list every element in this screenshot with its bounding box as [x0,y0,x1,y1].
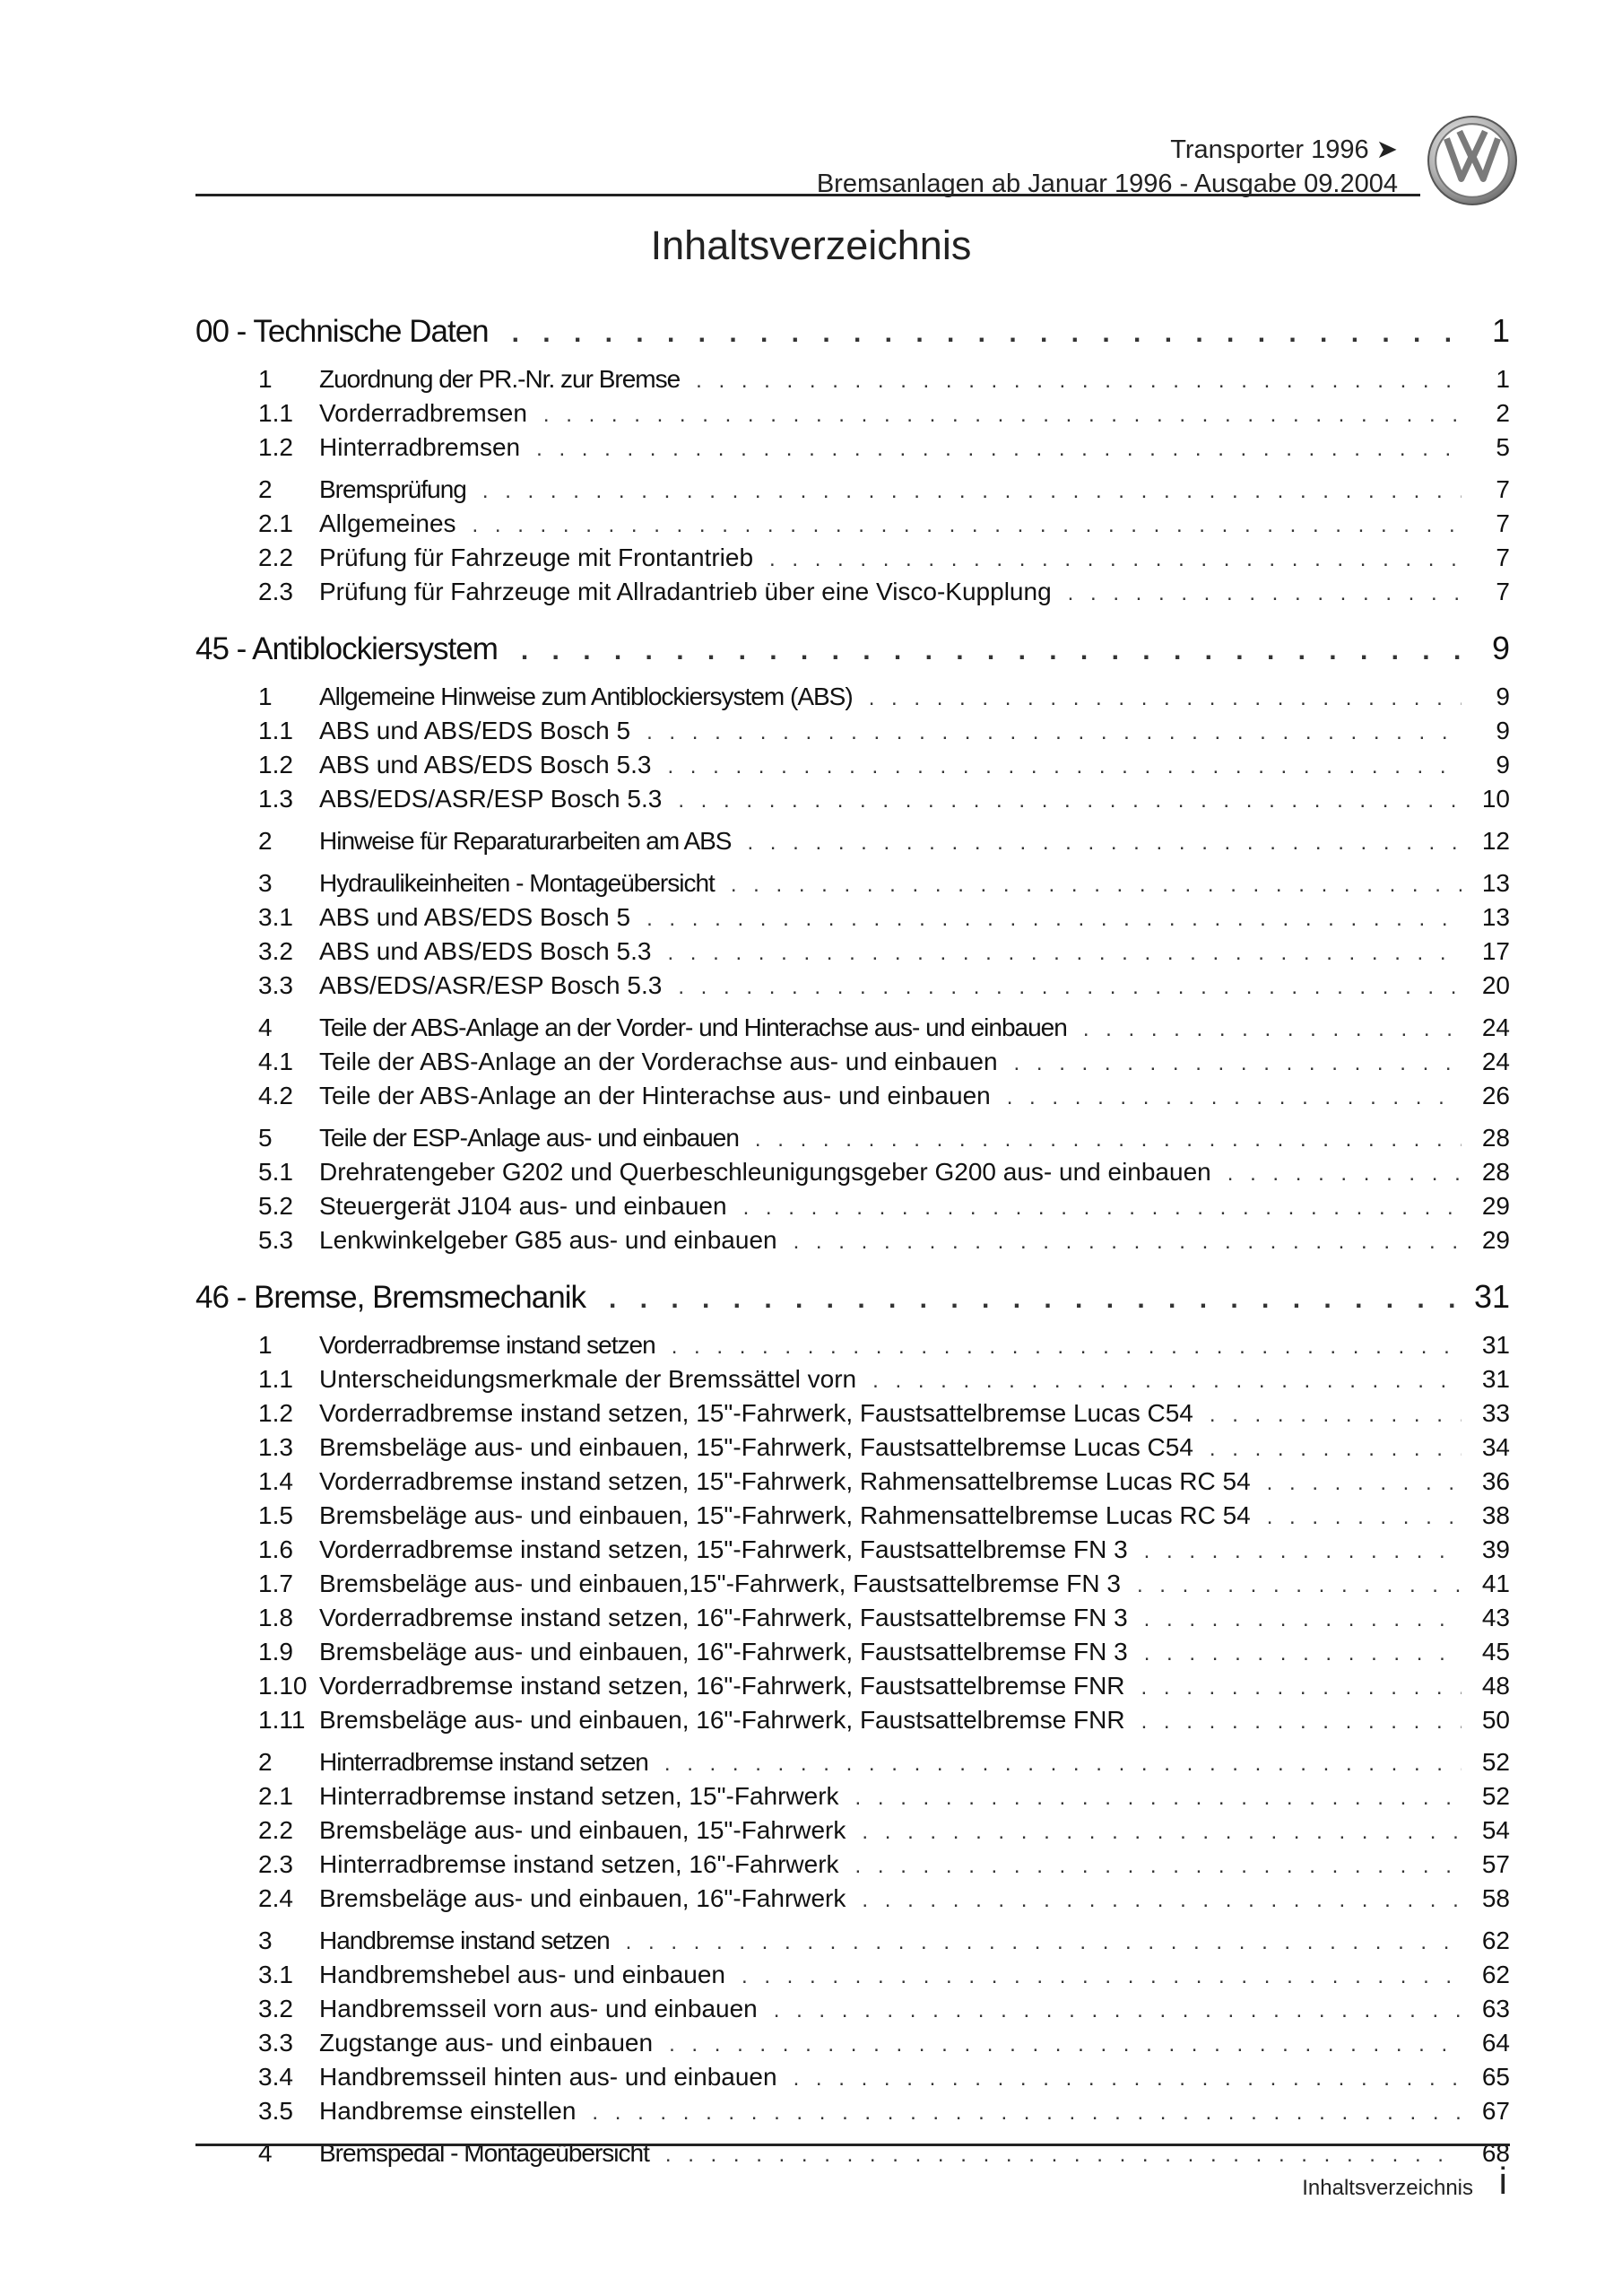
toc-page-number: 28 [1481,1158,1510,1186]
toc-entry-number: 1 [258,1331,273,1359]
toc-entry-number: 1.3 [258,785,293,813]
toc-section-row[interactable] [195,1672,1510,1706]
toc-page-number: 26 [1481,1082,1510,1109]
toc-entry-title: Handbremsseil vorn aus- und einbauen [319,1995,758,2022]
toc-section-row[interactable] [195,1501,1510,1535]
toc-entry-title: Vorderradbremse instand setzen, 15"-Fahrwerk, Rahmensattelbremse Lucas RC 54 [319,1467,1251,1495]
toc-entry-title: Allgemeine Hinweise zum Antiblockiersystem (ABS) [319,683,853,710]
toc-dot-leader [626,1930,1462,1955]
toc-dot-leader [855,1854,1462,1879]
toc-dot-leader [592,2100,1462,2126]
toc-chapter-row[interactable] [195,869,1510,903]
toc-entry-title: ABS/EDS/ASR/ESP Bosch 5.3 [319,785,663,813]
toc-section-row[interactable] [195,1995,1510,2029]
toc-chapter-row[interactable] [195,827,1510,861]
toc-dot-leader [667,754,1462,779]
toc-entry-number: 5.2 [258,1192,293,1220]
toc-page-number: 9 [1496,683,1510,710]
toc-entry-number: 3.4 [258,2063,293,2091]
toc-section-row[interactable] [195,509,1510,544]
toc-entry-number: 3.2 [258,937,293,965]
toc-section-row[interactable] [195,1399,1510,1433]
toc-section-row[interactable] [195,1365,1510,1399]
toc-page-number: 17 [1481,937,1510,965]
toc-entry-number: 3.5 [258,2097,293,2125]
toc-entry-title: Bremsbeläge aus- und einbauen, 15"-Fahrwerk, Rahmensattelbremse Lucas RC 54 [319,1501,1251,1529]
vw-logo-icon [1427,115,1518,206]
toc-entry-number: 5.3 [258,1226,293,1254]
toc-entry-number: 3 [258,1926,273,1954]
toc-page-number: 45 [1481,1638,1510,1665]
toc-dot-leader [669,2032,1462,2057]
toc-entry-title: Teile der ABS-Anlage an der Vorder- und Hinterachse aus- und einbauen [319,1013,1067,1041]
toc-entry-title: Steuergerät J104 aus- und einbauen [319,1192,727,1220]
toc-dot-leader [794,1230,1462,1255]
toc-section-row[interactable] [195,578,1510,612]
toc-entry-title: ABS und ABS/EDS Bosch 5 [319,717,631,744]
toc-page-number: 20 [1481,971,1510,999]
toc-entry-number: 1 [258,683,273,710]
toc-dot-leader [769,547,1462,572]
toc-entry-number: 1.3 [258,1433,293,1461]
toc-page-number: 33 [1481,1399,1510,1427]
toc-dot-leader [869,686,1462,711]
toc-page-number: 2 [1496,399,1510,427]
toc-entry-number: 2 [258,1748,273,1776]
toc-section-row[interactable] [195,544,1510,578]
toc-group-row[interactable] [195,630,1510,674]
toc-page-number: 31 [1473,1278,1510,1315]
toc-section-row[interactable] [195,903,1510,937]
toc-page-number: 41 [1481,1570,1510,1597]
toc-entry-number: 4 [258,2139,273,2167]
toc-dot-leader [774,1998,1462,2023]
toc-entry-title: Vorderradbremse instand setzen, 15"-Fahrwerk, Faustsattelbremse FN 3 [319,1535,1128,1563]
toc-entry-number: 2.3 [258,578,293,605]
toc-dot-leader [742,1964,1462,1989]
toc-entry-title: 00 - Technische Daten [195,314,489,349]
toc-page-number: 1 [1496,365,1510,393]
toc-page-number: 31 [1481,1331,1510,1359]
toc-dot-leader [473,513,1462,538]
toc-section-row[interactable] [195,2097,1510,2131]
toc-entry-title: Handbremshebel aus- und einbauen [319,1961,725,1988]
toc-entry-number: 5 [258,1124,273,1152]
toc-entry-title: Prüfung für Fahrzeuge mit Frontantrieb [319,544,754,571]
toc-section-row[interactable] [195,1884,1510,1918]
toc-dot-leader [646,907,1462,932]
toc-dot-leader [872,1369,1462,1394]
toc-page-number: 29 [1481,1226,1510,1254]
toc-entry-title: Hydraulikeinheiten - Montageübersicht [319,869,715,897]
toc-dot-leader [1144,1607,1462,1632]
toc-entry-number: 1.8 [258,1604,293,1631]
toc-entry-title: Vorderradbremsen [319,399,527,427]
toc-page-number: 9 [1496,751,1510,778]
toc-entry-title: Prüfung für Fahrzeuge mit Allradantrieb über eine Visco-Kupplung [319,578,1052,605]
toc-page-number: 5 [1496,433,1510,461]
toc-entry-title: Bremsbeläge aus- und einbauen, 15"-Fahrwerk [319,1816,846,1844]
toc-section-row[interactable] [195,2029,1510,2063]
toc-entry-title: Zuordnung der PR.-Nr. zur Bremse [319,365,681,393]
toc-entry-title: Vorderradbremse instand setzen, 16"-Fahrwerk, Faustsattelbremse FNR [319,1672,1125,1700]
toc-entry-title: Hinweise für Reparaturarbeiten am ABS [319,827,732,855]
toc-entry-title: Handbremse instand setzen [319,1926,610,1954]
toc-dot-leader [678,975,1462,1000]
toc-section-row[interactable] [195,785,1510,819]
toc-section-row[interactable] [195,1604,1510,1638]
toc-section-row[interactable] [195,1467,1510,1501]
toc-section-row[interactable] [195,1706,1510,1740]
toc-page-number: 7 [1496,509,1510,537]
page-title: Inhaltsverzeichnis [650,222,972,268]
toc-entry-number: 1.2 [258,751,293,778]
toc-section-row[interactable] [195,1570,1510,1604]
toc-entry-title: Teile der ABS-Anlage an der Vorderachse aus- und einbauen [319,1048,998,1075]
header-subtitle: Bremsanlagen ab Januar 1996 - Ausgabe 09.2004 [816,170,1398,198]
toc-page-number: 10 [1481,785,1510,813]
toc-chapter-row[interactable] [195,365,1510,399]
toc-page-number: 12 [1481,827,1510,855]
toc-dot-leader [664,1752,1462,1777]
table-of-contents [195,312,1510,2173]
toc-dot-leader [482,479,1462,504]
toc-page-number: 24 [1481,1013,1510,1041]
toc-section-row[interactable] [195,1433,1510,1467]
toc-entry-title: Bremsbeläge aus- und einbauen,15"-Fahrwerk, Faustsattelbremse FN 3 [319,1570,1121,1597]
toc-entry-number: 4.1 [258,1048,293,1075]
toc-section-row[interactable] [195,1961,1510,1995]
toc-dot-leader [1144,1539,1462,1564]
toc-entry-title: Bremsbeläge aus- und einbauen, 16"-Fahrwerk, Faustsattelbremse FN 3 [319,1638,1128,1665]
toc-dot-leader [1141,1709,1462,1735]
toc-entry-number: 1.1 [258,1365,293,1393]
toc-page-number: 31 [1481,1365,1510,1393]
toc-entry-number: 1.1 [258,717,293,744]
toc-page-number: 52 [1481,1782,1510,1810]
toc-dot-leader [1144,1641,1462,1666]
toc-section-row[interactable] [195,433,1510,467]
toc-entry-title: Bremspedal - Montageübersicht [319,2139,649,2167]
toc-entry-number: 2 [258,475,273,503]
toc-entry-title: Bremsbeläge aus- und einbauen, 15"-Fahrwerk, Faustsattelbremse Lucas C54 [319,1433,1193,1461]
toc-dot-leader [862,1888,1462,1913]
toc-dot-leader [1267,1471,1462,1496]
toc-dot-leader [794,2066,1462,2092]
toc-entry-title: Zugstange aus- und einbauen [319,2029,654,2057]
toc-chapter-row[interactable] [195,1331,1510,1365]
toc-entry-number: 4.2 [258,1082,293,1109]
toc-dot-leader [609,1284,1462,1315]
toc-page-number: 34 [1481,1433,1510,1461]
toc-entry-number: 1.9 [258,1638,293,1665]
toc-page-number: 7 [1496,578,1510,605]
footer-label: Inhaltsverzeichnis [1302,2176,1473,2200]
toc-entry-title: Hinterradbremsen [319,433,521,461]
toc-entry-title: ABS/EDS/ASR/ESP Bosch 5.3 [319,971,663,999]
toc-entry-title: Vorderradbremse instand setzen, 15"-Fahrwerk, Faustsattelbremse Lucas C54 [319,1399,1193,1427]
toc-section-row[interactable] [195,1535,1510,1570]
toc-chapter-row[interactable] [195,1926,1510,1961]
toc-entry-title: Allgemeines [319,509,456,537]
toc-page-number: 48 [1481,1672,1510,1700]
toc-entry-number: 1.10 [258,1672,308,1700]
toc-entry-number: 1.5 [258,1501,293,1529]
toc-dot-leader [543,403,1462,428]
toc-page-number: 64 [1481,2029,1510,2057]
toc-page-number: 65 [1481,2063,1510,2091]
toc-entry-title: 46 - Bremse, Bremsmechanik [195,1280,585,1315]
toc-page-number: 38 [1481,1501,1510,1529]
footer-page-number: i [1498,2160,1507,2202]
toc-entry-number: 3.3 [258,971,293,999]
toc-entry-number: 1.7 [258,1570,293,1597]
toc-dot-leader [512,318,1462,349]
toc-entry-title: Unterscheidungsmerkmale der Bremssättel vorn [319,1365,857,1393]
toc-entry-title: Teile der ABS-Anlage an der Hinterachse aus- und einbauen [319,1082,991,1109]
toc-dot-leader [747,831,1462,856]
toc-entry-title: Hinterradbremse instand setzen, 15"-Fahrwerk [319,1782,839,1810]
toc-page-number: 24 [1481,1048,1510,1075]
toc-page-number: 13 [1481,903,1510,931]
toc-section-row[interactable] [195,717,1510,751]
group-spacer [195,612,1510,630]
toc-dot-leader [646,720,1462,745]
toc-entry-title: Drehratengeber G202 und Querbeschleunigungsgeber G200 aus- und einbauen [319,1158,1211,1186]
toc-page-number: 36 [1481,1467,1510,1495]
toc-dot-leader [1014,1051,1462,1076]
toc-entry-title: Hinterradbremse instand setzen, 16"-Fahrwerk [319,1850,839,1878]
toc-entry-number: 3.1 [258,903,293,931]
toc-chapter-row[interactable] [195,1124,1510,1158]
toc-dot-leader [755,1127,1462,1152]
toc-entry-number: 5.1 [258,1158,293,1186]
toc-entry-number: 1.4 [258,1467,293,1495]
toc-dot-leader [1083,1017,1462,1042]
toc-page-number: 29 [1481,1192,1510,1220]
toc-dot-leader [743,1196,1462,1221]
toc-dot-leader [862,1820,1462,1845]
header-rule [195,194,1420,196]
toc-page-number: 54 [1481,1816,1510,1844]
toc-dot-leader [696,369,1462,394]
toc-page-number: 1 [1491,312,1510,349]
toc-page-number: 7 [1496,475,1510,503]
toc-dot-leader [1210,1437,1462,1462]
toc-page-number: 50 [1481,1706,1510,1734]
toc-entry-number: 1.1 [258,399,293,427]
toc-page-number: 63 [1481,1995,1510,2022]
toc-section-row[interactable] [195,751,1510,785]
toc-entry-title: Hinterradbremse instand setzen [319,1748,648,1776]
toc-entry-number: 3.3 [258,2029,293,2057]
toc-chapter-row[interactable] [195,1013,1510,1048]
toc-section-row[interactable] [195,1816,1510,1850]
toc-section-row[interactable] [195,1158,1510,1192]
toc-section-row[interactable] [195,971,1510,1005]
toc-dot-leader [1227,1161,1462,1187]
toc-entry-number: 2.2 [258,1816,293,1844]
toc-section-row[interactable] [195,937,1510,971]
toc-entry-number: 2.4 [258,1884,293,1912]
toc-entry-title: Teile der ESP-Anlage aus- und einbauen [319,1124,739,1152]
toc-entry-title: Vorderradbremse instand setzen, 16"-Fahrwerk, Faustsattelbremse FN 3 [319,1604,1128,1631]
toc-dot-leader [678,788,1462,813]
toc-entry-title: 45 - Antiblockiersystem [195,631,498,666]
toc-dot-leader [1137,1573,1462,1598]
toc-chapter-row[interactable] [195,1748,1510,1782]
toc-page-number: 7 [1496,544,1510,571]
toc-entry-number: 3 [258,869,273,897]
toc-entry-number: 1.2 [258,1399,293,1427]
toc-section-row[interactable] [195,1082,1510,1116]
toc-group-row[interactable] [195,1278,1510,1323]
toc-entry-number: 2.1 [258,509,293,537]
toc-entry-title: Handbremse einstellen [319,2097,577,2125]
toc-entry-number: 2.1 [258,1782,293,1810]
toc-entry-title: ABS und ABS/EDS Bosch 5.3 [319,937,652,965]
toc-section-row[interactable] [195,399,1510,433]
toc-page-number: 13 [1481,869,1510,897]
toc-dot-leader [672,1335,1462,1360]
toc-page-number: 68 [1481,2139,1510,2167]
toc-entry-title: Handbremsseil hinten aus- und einbauen [319,2063,777,2091]
toc-dot-leader [536,437,1462,462]
toc-dot-leader [1068,581,1462,606]
toc-entry-number: 4 [258,1013,273,1041]
toc-section-row[interactable] [195,1638,1510,1672]
toc-entry-number: 2.2 [258,544,293,571]
toc-group-row[interactable] [195,312,1510,357]
toc-chapter-row[interactable] [195,683,1510,717]
toc-entry-number: 1.6 [258,1535,293,1563]
toc-chapter-row[interactable] [195,475,1510,509]
page-header [817,133,1398,201]
toc-section-row[interactable] [195,1192,1510,1226]
header-model: Transporter 1996 ➤ [1170,135,1398,164]
toc-page-number: 57 [1481,1850,1510,1878]
toc-entry-number: 1.11 [258,1706,306,1734]
toc-dot-leader [521,636,1462,666]
group-spacer [195,1260,1510,1278]
toc-page-number: 9 [1491,630,1510,666]
toc-dot-leader [665,2143,1462,2168]
toc-entry-title: Vorderradbremse instand setzen [319,1331,655,1359]
toc-section-row[interactable] [195,1782,1510,1816]
toc-page-number: 52 [1481,1748,1510,1776]
toc-entry-title: ABS und ABS/EDS Bosch 5.3 [319,751,652,778]
toc-section-row[interactable] [195,1226,1510,1260]
footer-rule [195,2144,1510,2146]
toc-entry-title: Bremsbeläge aus- und einbauen, 16"-Fahrwerk, Faustsattelbremse FNR [319,1706,1125,1734]
toc-dot-leader [1210,1403,1462,1428]
toc-entry-number: 1.2 [258,433,293,461]
toc-entry-title: Lenkwinkelgeber G85 aus- und einbauen [319,1226,777,1254]
toc-entry-number: 2 [258,827,273,855]
toc-section-row[interactable] [195,2063,1510,2097]
toc-page-number: 28 [1481,1124,1510,1152]
toc-page-number: 67 [1481,2097,1510,2125]
toc-dot-leader [731,873,1462,898]
toc-dot-leader [667,941,1462,966]
toc-entry-number: 2.3 [258,1850,293,1878]
toc-entry-title: Bremsprüfung [319,475,466,503]
toc-dot-leader [1141,1675,1462,1700]
toc-section-row[interactable] [195,1850,1510,1884]
toc-page-number: 62 [1481,1926,1510,1954]
toc-dot-leader [1267,1505,1462,1530]
toc-page-number: 43 [1481,1604,1510,1631]
toc-page-number: 62 [1481,1961,1510,1988]
toc-page-number: 9 [1496,717,1510,744]
toc-page-number: 58 [1481,1884,1510,1912]
toc-entry-title: Bremsbeläge aus- und einbauen, 16"-Fahrwerk [319,1884,846,1912]
toc-dot-leader [855,1786,1462,1811]
toc-entry-number: 1 [258,365,273,393]
toc-section-row[interactable] [195,1048,1510,1082]
toc-entry-title: ABS und ABS/EDS Bosch 5 [319,903,631,931]
toc-page-number: 39 [1481,1535,1510,1563]
toc-entry-number: 3.2 [258,1995,293,2022]
toc-dot-leader [1007,1085,1462,1110]
toc-entry-number: 3.1 [258,1961,293,1988]
